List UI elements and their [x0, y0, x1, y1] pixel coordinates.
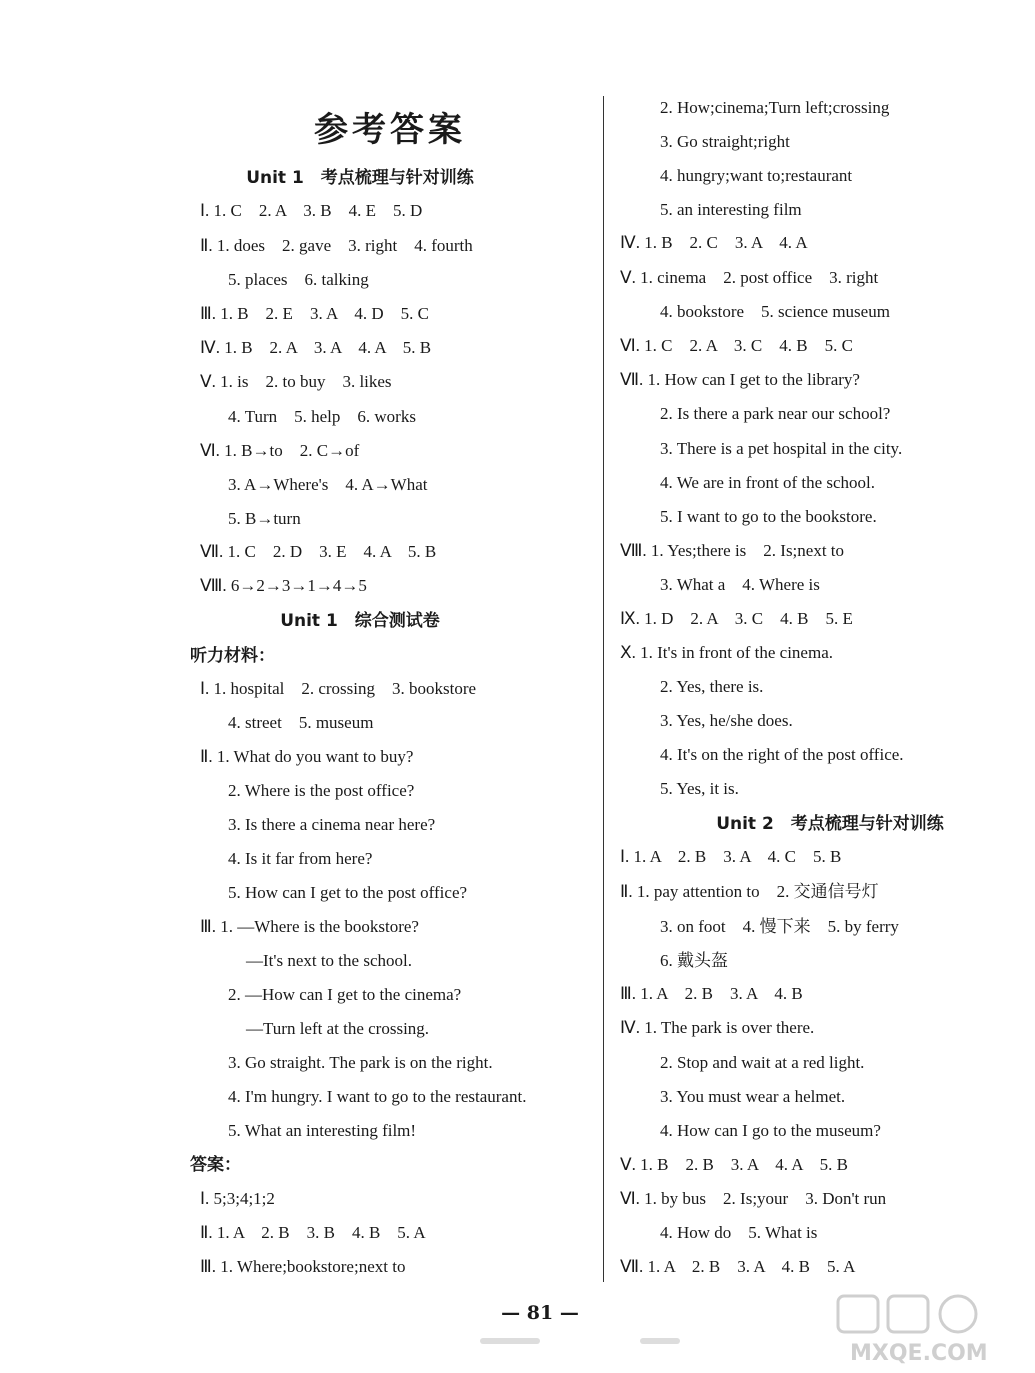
answer-line: Ⅶ. 1. A 2. B 3. A 4. B 5. A: [620, 1257, 856, 1276]
answer-line: Ⅷ. 6→2→3→1→4→5: [200, 576, 367, 595]
answer-line: Ⅴ. 1. is 2. to buy 3. likes: [200, 372, 392, 391]
answer-line: 4. Turn 5. help 6. works: [228, 407, 416, 426]
answer-line: 2. Yes, there is.: [660, 677, 764, 696]
answers-label: 答案：: [190, 1155, 241, 1175]
answer-line: 4. How do 5. What is: [660, 1223, 818, 1242]
answer-line: Ⅵ. 1. B→to 2. C→of: [200, 441, 360, 460]
answer-line: Ⅶ. 1. How can I get to the library?: [620, 370, 860, 389]
unit2-review-heading: Unit 2 考点梳理与针对训练: [716, 814, 944, 834]
answer-line: Ⅳ. 1. The park is over there.: [620, 1018, 815, 1037]
answer-line: 3. There is a pet hospital in the city.: [660, 439, 903, 458]
answer-line: 2. Is there a park near our school?: [660, 404, 891, 423]
scan-smudge: [480, 1338, 540, 1344]
answer-line: 5. I want to go to the bookstore.: [660, 507, 877, 526]
listening-line: 5. What an interesting film!: [228, 1121, 417, 1140]
answer-line: 2. How;cinema;Turn left;crossing: [660, 98, 890, 117]
answer-line: Ⅹ. 1. It's in front of the cinema.: [620, 643, 833, 662]
answer-line: 3. Go straight;right: [660, 132, 790, 151]
page-title: 参考答案: [314, 110, 466, 150]
answer-line: Ⅸ. 1. D 2. A 3. C 4. B 5. E: [620, 609, 853, 628]
answer-line: 4. How can I go to the museum?: [660, 1121, 881, 1140]
answer-line: Ⅶ. 1. C 2. D 3. E 4. A 5. B: [200, 542, 437, 561]
answer-line: Ⅳ. 1. B 2. A 3. A 4. A 5. B: [200, 338, 432, 357]
listening-line: —Turn left at the crossing.: [246, 1019, 430, 1038]
listening-line: 5. How can I get to the post office?: [228, 883, 468, 902]
answer-line: Ⅷ. 1. Yes;there is 2. Is;next to: [620, 541, 845, 560]
answer-line: 3. A→Where's 4. A→What: [228, 475, 428, 494]
answer-line: Ⅰ. 1. C 2. A 3. B 4. E 5. D: [200, 201, 423, 220]
listening-line: 3. Go straight. The park is on the right.: [228, 1053, 493, 1072]
listening-line: 3. Is there a cinema near here?: [228, 815, 436, 834]
answer-line: 4. We are in front of the school.: [660, 473, 876, 492]
answer-line: Ⅰ. 5;3;4;1;2: [200, 1189, 275, 1208]
answer-line: Ⅰ. 1. A 2. B 3. A 4. C 5. B: [620, 847, 842, 866]
listening-line: Ⅰ. 1. hospital 2. crossing 3. bookstore: [200, 679, 477, 698]
listening-line: Ⅱ. 1. What do you want to buy?: [200, 747, 414, 766]
answer-line: 3. You must wear a helmet.: [660, 1087, 846, 1106]
scan-smudge: [640, 1338, 680, 1344]
listening-line: —It's next to the school.: [246, 951, 412, 970]
watermark-text: MXQE.COM: [850, 1341, 988, 1366]
answer-line: Ⅵ. 1. C 2. A 3. C 4. B 5. C: [620, 336, 853, 355]
unit1-review-heading: Unit 1 考点梳理与针对训练: [246, 168, 474, 188]
answer-line: Ⅴ. 1. cinema 2. post office 3. right: [620, 268, 879, 287]
answer-line: 5. B→turn: [228, 509, 301, 528]
answer-line: 6. 戴头盔: [660, 951, 728, 970]
answer-line: Ⅲ. 1. B 2. E 3. A 4. D 5. C: [200, 304, 429, 323]
answer-line: Ⅱ. 1. pay attention to 2. 交通信号灯: [620, 882, 879, 901]
unit1-test-heading: Unit 1 综合测试卷: [280, 611, 440, 631]
listening-line: 2. —How can I get to the cinema?: [228, 985, 462, 1004]
column-divider: [603, 96, 604, 1282]
answer-line: Ⅳ. 1. B 2. C 3. A 4. A: [620, 233, 808, 252]
answer-line: Ⅱ. 1. does 2. gave 3. right 4. fourth: [200, 236, 473, 255]
answer-line: 3. What a 4. Where is: [660, 575, 820, 594]
listening-line: 2. Where is the post office?: [228, 781, 415, 800]
answer-line: 4. hungry;want to;restaurant: [660, 166, 853, 185]
page-number: — 81 —: [501, 1302, 579, 1324]
answer-line: Ⅵ. 1. by bus 2. Is;your 3. Don't run: [620, 1189, 887, 1208]
answer-line: Ⅲ. 1. A 2. B 3. A 4. B: [620, 984, 803, 1003]
listening-line: 4. Is it far from here?: [228, 849, 373, 868]
answer-line: 5. an interesting film: [660, 200, 802, 219]
listening-line: 4. street 5. museum: [228, 713, 374, 732]
answer-line: 5. places 6. talking: [228, 270, 369, 289]
watermark-logo-icon: [830, 1288, 1030, 1368]
listening-label: 听力材料：: [190, 646, 275, 666]
answer-line: 3. on foot 4. 慢下来 5. by ferry: [660, 917, 899, 936]
answer-line: Ⅱ. 1. A 2. B 3. B 4. B 5. A: [200, 1223, 426, 1242]
answer-line: 4. It's on the right of the post office.: [660, 745, 904, 764]
answer-line: 3. Yes, he/she does.: [660, 711, 793, 730]
answer-line: Ⅲ. 1. Where;bookstore;next to: [200, 1257, 406, 1276]
answer-line: 5. Yes, it is.: [660, 779, 739, 798]
listening-line: Ⅲ. 1. —Where is the bookstore?: [200, 917, 419, 936]
answer-line: 2. Stop and wait at a red light.: [660, 1053, 865, 1072]
listening-line: 4. I'm hungry. I want to go to the restaurant.: [228, 1087, 527, 1106]
answer-line: Ⅴ. 1. B 2. B 3. A 4. A 5. B: [620, 1155, 848, 1174]
answer-line: 4. bookstore 5. science museum: [660, 302, 890, 321]
